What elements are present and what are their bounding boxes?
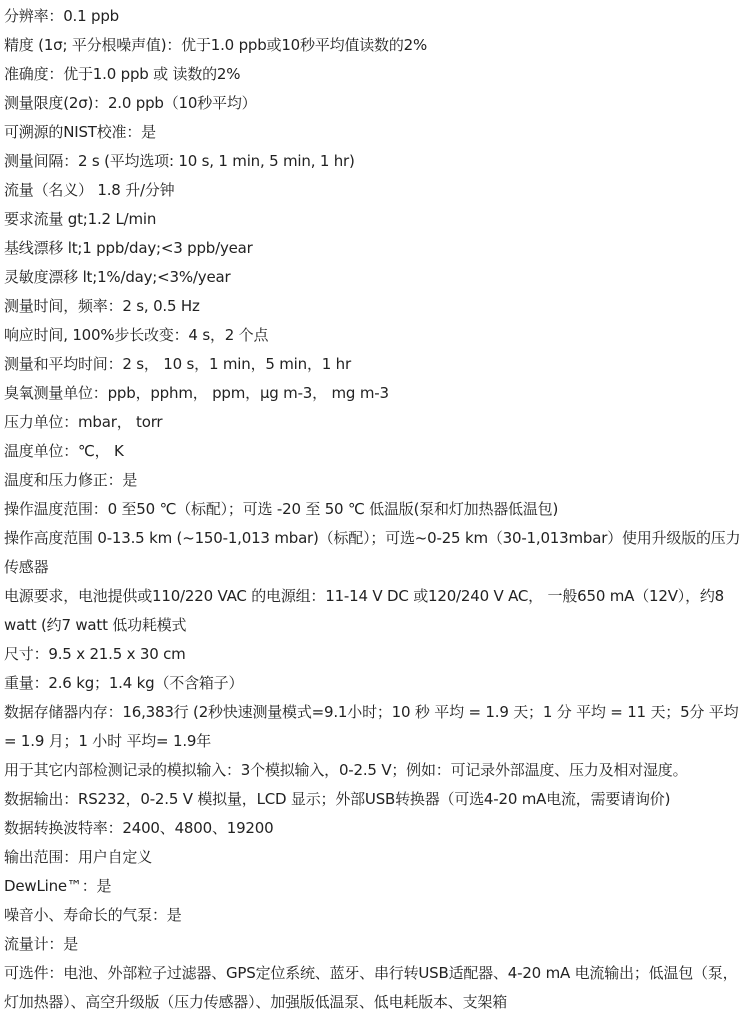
spec-flow-nominal: 流量（名义） 1.8 升/分钟 (4, 181, 175, 199)
spec-options: 可选件：电池、外部粒子过滤器、GPS定位系统、蓝牙、串行转USB适配器、4-20 mA 电流输出；低温包（泵，灯加热器）、高空升级版（压力传感器）、加强版低温泵、低电耗版本、支架箱 (4, 964, 738, 1011)
spec-baseline-drift: 基线漂移 lt;1 ppb/day;<3 ppb/year (4, 239, 253, 257)
spec-ozone-units: 臭氧测量单位：ppb，pphm， ppm，μg m-3， mg m-3 (4, 384, 389, 402)
spec-data-memory: 数据存储器内存：16,383行 (2秒快速测量模式=9.1小时；10 秒 平均 = 1.9 天；1 分 平均 = 11 天；5分 平均= 1.9 月；1 小时 平均= 1.9年 (4, 703, 739, 750)
spec-flow-meter: 流量计：是 (4, 935, 79, 953)
spec-detection-limit: 测量限度(2σ)：2.0 ppb（10秒平均） (4, 94, 257, 112)
spec-sensitivity-drift: 灵敏度漂移 lt;1%/day;<3%/year (4, 268, 231, 286)
spec-output-range: 输出范围：用户自定义 (4, 848, 153, 866)
spec-analog-inputs: 用于其它内部检测记录的模拟输入：3个模拟输入，0-2.5 V；例如：可记录外部温度、压力及相对湿度。 (4, 761, 688, 779)
spec-baud-rate: 数据转换波特率：2400、4800、19200 (4, 819, 274, 837)
spec-averaging-time: 测量和平均时间：2 s， 10 s，1 min，5 min，1 hr (4, 355, 351, 373)
spec-response-time: 响应时间, 100%步长改变：4 s，2 个点 (4, 326, 269, 344)
spec-operating-temperature: 操作温度范围：0 至50 ℃（标配）；可选 -20 至 50 ℃ 低温版(泵和灯加热器低温包) (4, 500, 559, 518)
spec-temperature-units: 温度单位：℃， K (4, 442, 124, 460)
spec-nist-calibration: 可溯源的NIST校准：是 (4, 123, 156, 141)
spec-air-pump: 噪音小、寿命长的气泵：是 (4, 906, 182, 924)
spec-flow-required: 要求流量 gt;1.2 L/min (4, 210, 157, 228)
spec-dewline: DewLine™：是 (4, 877, 112, 895)
spec-pressure-units: 压力单位：mbar， torr (4, 413, 163, 431)
spec-data-output: 数据输出：RS232，0-2.5 V 模拟量，LCD 显示；外部USB转换器（可选4-20 mA电流，需要请询价) (4, 790, 671, 808)
spec-weight: 重量：2.6 kg；1.4 kg（不含箱子） (4, 674, 244, 692)
spec-operating-altitude: 操作高度范围 0-13.5 km (~150-1,013 mbar)（标配）；可选~0-25 km（30-1,013mbar）使用升级版的压力传感器 (4, 529, 741, 576)
spec-resolution: 分辨率：0.1 ppb (4, 7, 119, 25)
spec-temp-pressure-correction: 温度和压力修正：是 (4, 471, 138, 489)
spec-power-requirements: 电源要求，电池提供或110/220 VAC 的电源组：11-14 V DC 或120/240 V AC， 一般650 mA（12V），约8 watt (约7 watt 低功耗模式 (4, 587, 725, 634)
spec-accuracy: 准确度：优于1.0 ppb 或 读数的2% (4, 65, 241, 83)
spec-measurement-time: 测量时间，频率：2 s, 0.5 Hz (4, 297, 200, 315)
spec-dimensions: 尺寸：9.5 x 21.5 x 30 cm (4, 645, 186, 663)
spec-measurement-interval: 测量间隔：2 s (平均选项: 10 s, 1 min, 5 min, 1 hr) (4, 152, 355, 170)
spec-precision: 精度 (1σ; 平分根噪声值)：优于1.0 ppb或10秒平均值读数的2% (4, 36, 428, 54)
